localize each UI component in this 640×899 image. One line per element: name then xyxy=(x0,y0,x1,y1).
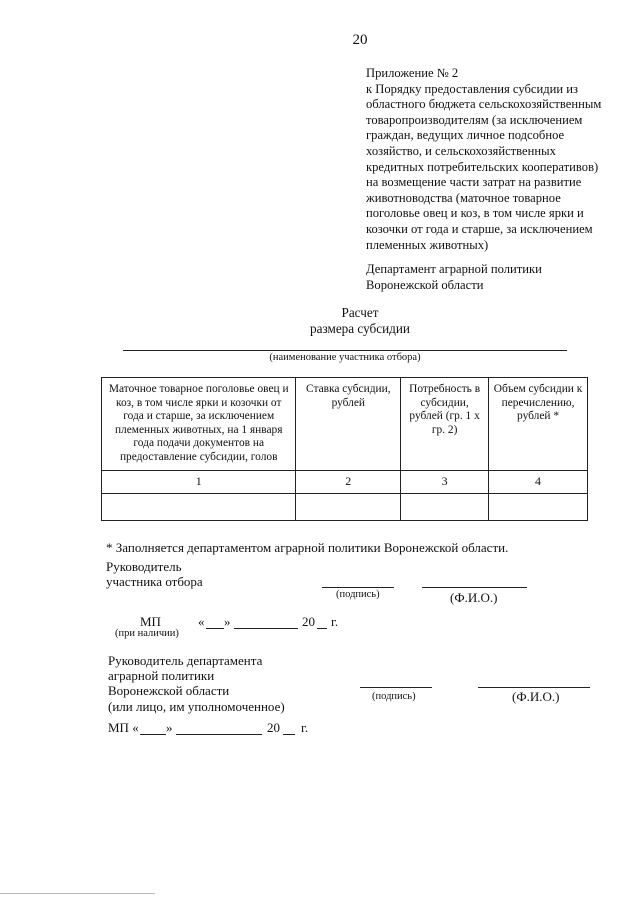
participant-stamp-note: (при наличии) xyxy=(115,628,179,639)
appendix-line: граждан, ведущих личное подсобное xyxy=(366,128,565,143)
table-cell[interactable] xyxy=(401,493,489,520)
table-cell[interactable] xyxy=(489,493,588,520)
column-number: 4 xyxy=(489,470,588,493)
participant-date-year: 20 xyxy=(302,614,315,629)
appendix-line: на возмещение части затрат на развитие xyxy=(366,175,582,190)
appendix-line: областного бюджета сельскохозяйственным xyxy=(366,97,602,112)
column-number: 2 xyxy=(296,470,401,493)
department-date-close: » xyxy=(166,720,173,735)
department-date-month-field[interactable] xyxy=(176,734,262,735)
participant-signature-line[interactable] xyxy=(322,587,394,588)
header-need: Потребность в субсидии, рублей (гр. 1 х гр. 2) xyxy=(401,378,489,471)
header-amount: Объем субсидии к перечислению, рублей * xyxy=(489,378,588,471)
appendix-block xyxy=(366,66,626,253)
department-stamp-date-open: МП « xyxy=(108,720,139,735)
department-block xyxy=(366,262,542,293)
table-cell[interactable] xyxy=(296,493,401,520)
appendix-line: Приложение № 2 xyxy=(366,66,459,80)
appendix-line: поголовье овец и коз, в том числе ярки и xyxy=(366,206,584,221)
appendix-line: товаропроизводителям (за исключением xyxy=(366,112,583,127)
appendix-line: козочки от года и старше, за исключением xyxy=(366,221,593,236)
column-number: 1 xyxy=(102,470,296,493)
participant-fio-line[interactable] xyxy=(422,587,527,588)
department-head-label xyxy=(108,653,285,714)
participant-name-line[interactable] xyxy=(123,350,567,351)
participant-stamp-mark: МП xyxy=(140,614,161,629)
department-signature-caption: (подпись) xyxy=(372,691,416,702)
appendix-line: кредитных потребительских кооперативов) xyxy=(366,159,599,174)
department-head-line: (или лицо, им уполномоченное) xyxy=(108,698,285,714)
document-title xyxy=(250,305,470,337)
participant-date-suffix: г. xyxy=(331,614,339,629)
participant-date-year-field[interactable] xyxy=(317,628,327,629)
participant-date-open: « xyxy=(198,614,205,629)
appendix-line: к Порядку предоставления субсидии из xyxy=(366,81,578,96)
table-header-row xyxy=(102,378,588,471)
department-date-suffix: г. xyxy=(301,720,309,735)
department-signature-line[interactable] xyxy=(360,687,432,688)
table-row xyxy=(102,493,588,520)
subsidy-calculation-table xyxy=(101,377,588,521)
department-head-line: аграрной политики xyxy=(108,668,215,684)
department-line: Воронежской области xyxy=(366,277,484,292)
participant-date-day-field[interactable] xyxy=(206,628,224,629)
department-head-line: Воронежской области xyxy=(108,683,230,699)
department-fio-caption: (Ф.И.О.) xyxy=(512,689,560,704)
appendix-line: животноводства (маточное товарное xyxy=(366,190,561,205)
participant-date-close: » xyxy=(224,614,231,629)
title-line-1: Расчет xyxy=(341,305,379,320)
department-date-year-field[interactable] xyxy=(283,734,295,735)
department-fio-line[interactable] xyxy=(478,687,590,688)
scan-edge-line xyxy=(0,893,155,894)
department-line: Департамент аграрной политики xyxy=(366,262,542,276)
participant-head-label: участника отбора xyxy=(106,574,203,589)
header-livestock: Маточное товарное поголовье овец и коз, в том числе ярки и козочки от года и старше, за исключением племенных животных, на 1 января года подачи документов на предоставление субсидии, голов xyxy=(102,378,296,471)
participant-date-month-field[interactable] xyxy=(234,628,298,629)
footnote: * Заполняется департаментом аграрной политики Воронежской области. xyxy=(106,540,509,555)
participant-signature-caption: (подпись) xyxy=(336,589,380,600)
participant-fio-caption: (Ф.И.О.) xyxy=(450,590,498,605)
appendix-line: племенных животных) xyxy=(366,237,489,252)
appendix-line: хозяйство, и сельскохозяйственных xyxy=(366,143,556,158)
column-number: 3 xyxy=(401,470,489,493)
department-head-line: Руководитель департамента xyxy=(108,653,263,668)
title-line-2: размера субсидии xyxy=(310,321,410,336)
table-cell[interactable] xyxy=(102,493,296,520)
participant-head-label: Руководитель xyxy=(106,559,182,574)
table-number-row xyxy=(102,470,588,493)
department-date-year: 20 xyxy=(267,720,280,735)
participant-name-caption: (наименование участника отбора) xyxy=(269,352,421,363)
department-date-day-field[interactable] xyxy=(140,734,166,735)
header-rate: Ставка субсидии, рублей xyxy=(296,378,401,471)
page-number: 20 xyxy=(352,32,368,48)
